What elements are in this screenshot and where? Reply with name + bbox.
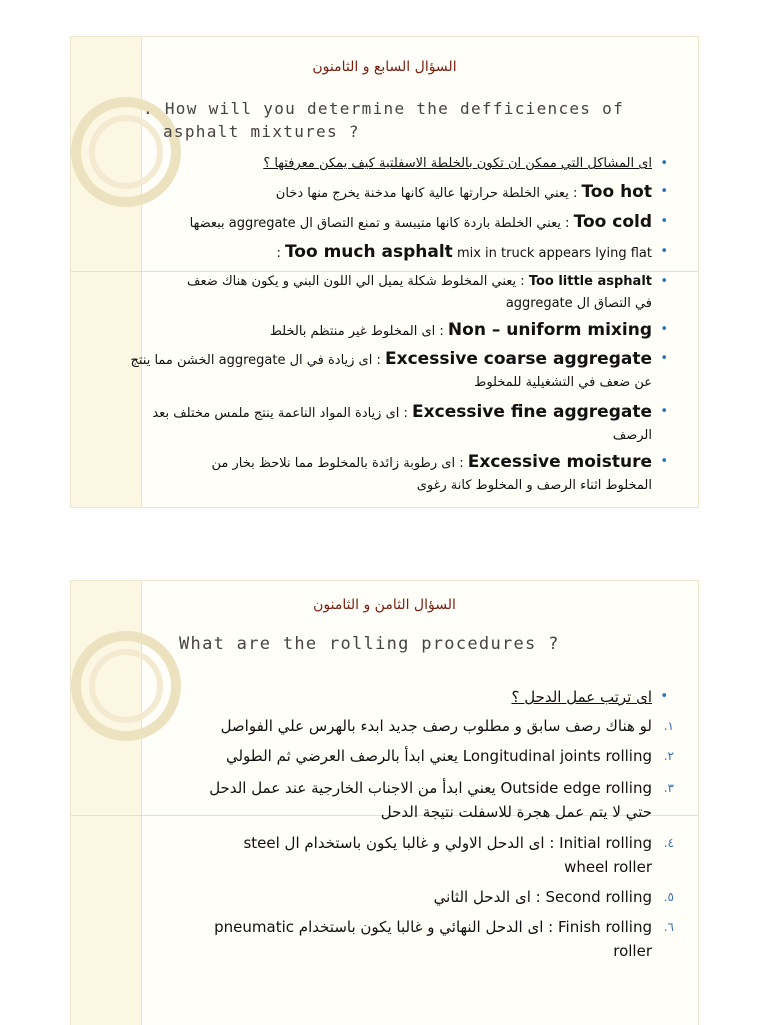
question-line-2: asphalt mixtures ? (163, 122, 360, 141)
step-number: ٤. (663, 836, 674, 850)
list-item: • Non – uniform mixing : اى المخلوط غير منتظم بالخلط (269, 320, 668, 340)
slide-87 (70, 36, 699, 508)
item-term: Too little asphalt (528, 274, 652, 289)
list-item (92, 776, 674, 824)
list-item: • اى المشاكل التي ممكن ان تكون بالخلطة الاسفلتية كيف يمكن معرفتها ؟ (263, 156, 668, 171)
intro-text: اى ترتب عمل الدحل ؟ (511, 688, 652, 706)
list-item: • Excessive fine aggregate : اى زيادة المواد الناعمة ينتج ملمس مختلف بعد الرصف (152, 402, 668, 443)
item-desc: : يعني الخلطة باردة كانها متيبسة و تمنع التصاق ال aggregate ببعضها (189, 216, 570, 231)
item-desc: : اى المخلوط غير منتظم بالخلط (269, 324, 444, 339)
item-term: Excessive moisture (467, 452, 652, 472)
step-text-cont: حتي لا يتم عمل هجرة للاسفلت نتيجة الدحل (380, 803, 652, 821)
list-item (112, 714, 674, 738)
list-item: • Excessive coarse aggregate : اى زيادة في ال aggregate الخشن مما ينتج عن ضعف في التشغيلية للمخلوط (130, 349, 668, 390)
step-text: Longitudinal joints rolling يعني ابدأ بالرصف العرضي ثم الطولي (225, 747, 652, 765)
step-number: ٣. (663, 781, 674, 795)
question: What are the rolling procedures ? (179, 634, 560, 654)
step-number: ٢. (663, 749, 674, 763)
step-text: Initial rolling : اى الدحل الاولي و غالبا يكون باستخدام ال steel (243, 834, 652, 852)
slide-title: السؤال السابع و الثامنون (312, 59, 457, 75)
step-text-cont: roller (613, 942, 652, 960)
list-item: • Excessive moisture : اى رطوبة زائدة بالمخلوط مما نلاحظ بخار من المخلوط اثناء الرصف و المخلوط كانة رغوى (211, 452, 668, 493)
item-desc: : يعني المخلوط شكلة يميل الي اللون البني و يكون هناك ضعف (187, 274, 525, 289)
step-text: Finish rolling : اى الدحل النهائي و غالبا يكون باستخدام pneumatic (214, 918, 652, 936)
list-item: • Too much asphalt mix in truck appears lying flat : (276, 242, 668, 262)
item-term: Non – uniform mixing (447, 320, 652, 340)
list-item: • اى ترتب عمل الدحل ؟ (511, 688, 668, 706)
item-desc-cont: الرصف (612, 428, 652, 443)
list-item: • Too hot : يعني الخلطة حرارتها عالية كانها مدخنة يخرج منها دخان (275, 182, 668, 202)
step-number: ٥. (663, 890, 674, 904)
item-desc-cont: في التصاق ال aggregate (505, 296, 652, 311)
step-number: ١. (663, 719, 674, 733)
step-text: Outside edge rolling يعني ابدأ من الاجناب الخارجية عند عمل الدحل (209, 779, 652, 797)
item-term: Excessive coarse aggregate (385, 349, 652, 369)
item-term: Too much asphalt (284, 242, 453, 262)
item-desc: : اى زيادة المواد الناعمة ينتج ملمس مختلف بعد (152, 406, 408, 421)
step-number: ٦. (663, 920, 674, 934)
question-line-1: . How will you determine the defficiences of (143, 99, 625, 118)
item-desc-cont: عن ضعف في التشغيلية للمخلوط (474, 375, 652, 390)
item-desc-cont: المخلوط اثناء الرصف و المخلوط كانة رغوى (416, 478, 652, 493)
item-term: Too hot (581, 182, 652, 202)
list-item: • Too cold : يعني الخلطة باردة كانها متيبسة و تمنع التصاق ال aggregate ببعضها (189, 212, 668, 232)
item-desc: : يعني الخلطة حرارتها عالية كانها مدخنة يخرج منها دخان (275, 186, 578, 201)
list-item (112, 915, 674, 963)
list-item (112, 831, 674, 879)
step-text-cont: wheel roller (564, 858, 652, 876)
list-item (112, 744, 674, 768)
item-desc: : اى زيادة في ال aggregate الخشن مما ينتج (130, 353, 381, 368)
item-desc: : اى رطوبة زائدة بالمخلوط مما نلاحظ بخار من (211, 456, 464, 471)
step-text: لو هناك رصف سابق و مطلوب رصف جديد ابدء بالهرس علي الفواصل (220, 717, 652, 735)
list-item: • Too little asphalt : يعني المخلوط شكلة يميل الي اللون البني و يكون هناك ضعف في التصاق ال aggregate (187, 274, 668, 311)
item-term: Excessive fine aggregate (412, 402, 652, 422)
step-text: Second rolling : اى الدحل الثاني (433, 888, 652, 906)
slide-title: السؤال الثامن و الثامنون (313, 597, 456, 613)
item-term: Too cold (573, 212, 652, 232)
list-item (112, 885, 674, 909)
intro-text: اى المشاكل التي ممكن ان تكون بالخلطة الاسفلتية كيف يمكن معرفتها ؟ (263, 156, 652, 171)
slide-88 (70, 580, 699, 1025)
item-desc: mix in truck appears lying flat : (276, 246, 652, 261)
